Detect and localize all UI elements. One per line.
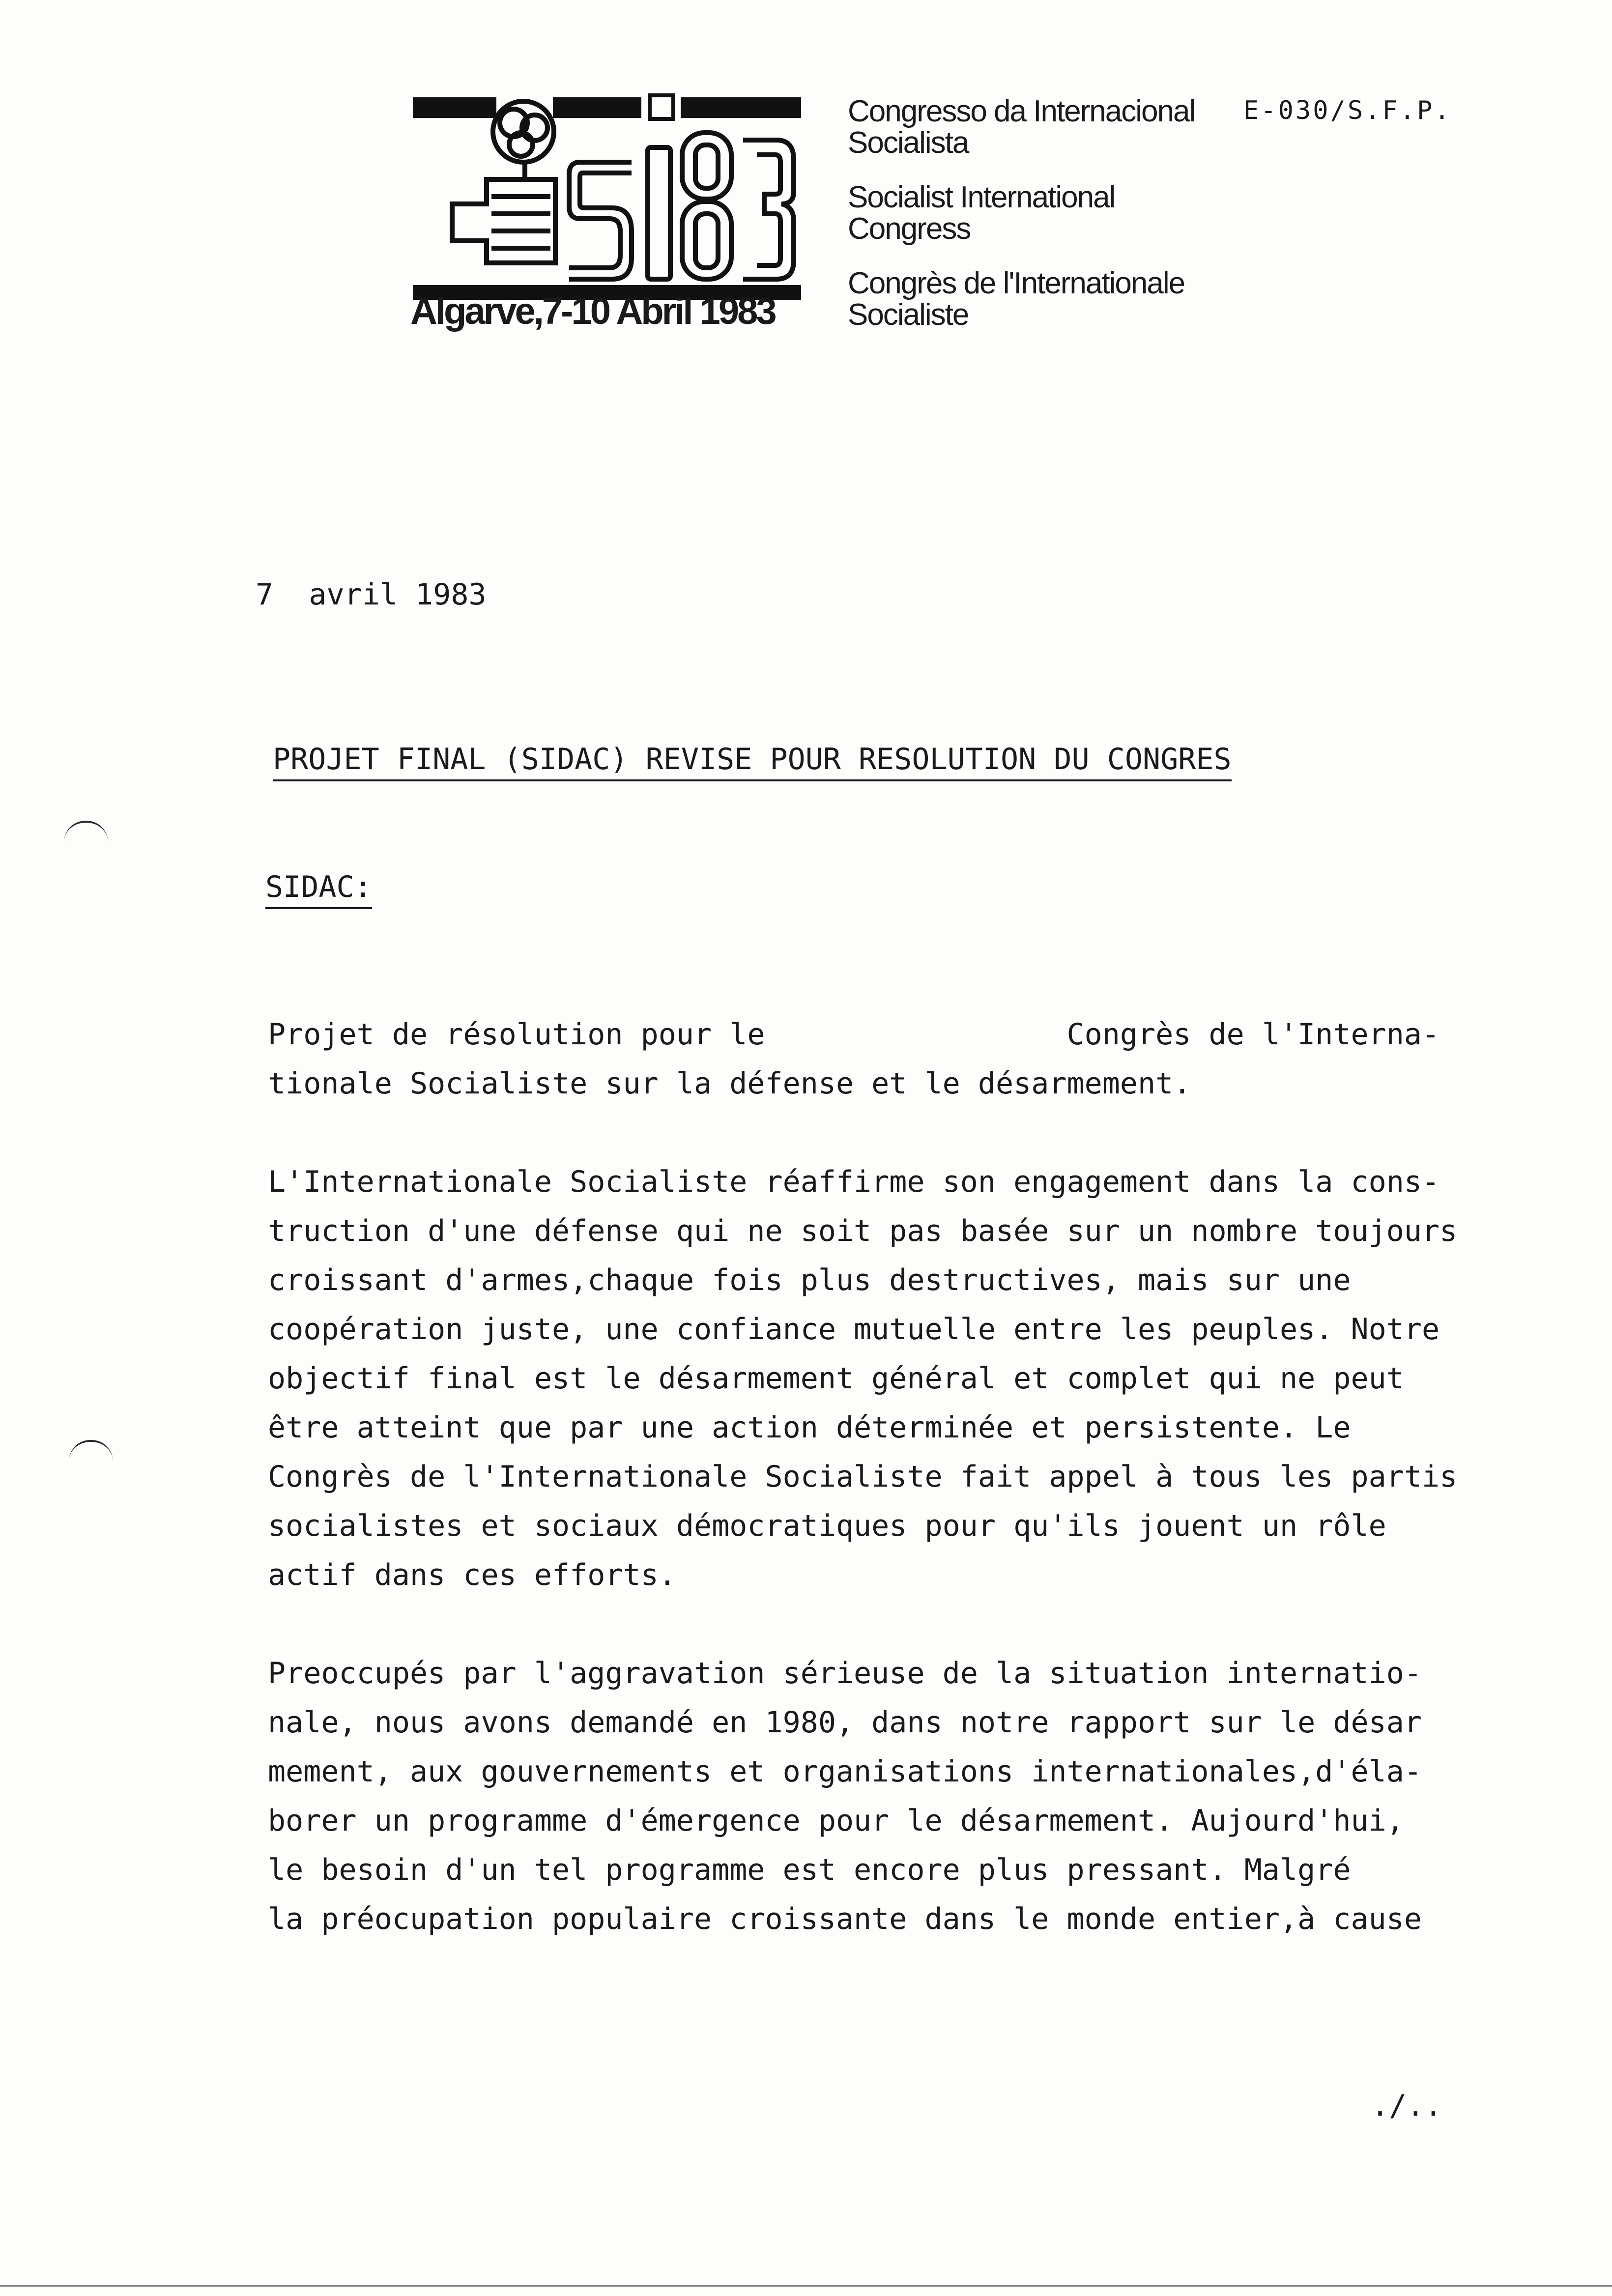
text-line: borer un programme d'émergence pour le désarmement. Aujourd'hui,: [268, 1804, 1404, 1838]
continuation-mark: ./..: [1371, 2089, 1442, 2123]
paragraph-concern: [268, 1649, 1422, 1944]
section-label: SIDAC:: [265, 870, 372, 909]
logo-square: [650, 95, 673, 119]
scan-artifact: [64, 821, 108, 842]
congress-name-line: Congress: [848, 212, 971, 246]
text-line: coopération juste, une confiance mutuelle entre les peuples. Notre: [268, 1312, 1440, 1347]
text-line: le besoin d'un tel programme est encore plus pressant. Malgré: [268, 1853, 1351, 1887]
text-line: tionale Socialiste sur la défense et le désarmement.: [268, 1066, 1191, 1101]
congress-name-line: Congresso da Internacional: [848, 94, 1195, 128]
text-line: nale, nous avons demandé en 1980, dans notre rapport sur le désar: [268, 1705, 1422, 1740]
document-date: 7 avril 1983: [256, 577, 487, 612]
logo-bar-top-right: [681, 97, 801, 118]
logo-letters-si83: [569, 133, 794, 279]
scan-artifact: [69, 1440, 113, 1462]
text-line: Projet de résolution pour le Congrès de l'Interna-: [268, 1017, 1440, 1052]
text-line: mement, aux gouvernements et organisations internationales,d'éla-: [268, 1754, 1422, 1789]
text-line: L'Internationale Socialiste réaffirme son engagement dans la cons-: [268, 1165, 1440, 1199]
document-title: PROJET FINAL (SIDAC) REVISE POUR RESOLUTION DU CONGRES: [273, 742, 1232, 781]
text-line: objectif final est le désarmement général et complet qui ne peut: [268, 1361, 1404, 1396]
text-line: truction d'une défense qui ne soit pas basée sur un nombre toujours: [268, 1214, 1458, 1248]
rose-fist-emblem: [452, 101, 555, 263]
congress-name-line: Socialiste: [848, 298, 969, 332]
text-line: croissant d'armes,chaque fois plus destructives, mais sur une: [268, 1263, 1351, 1297]
congress-name-line: Socialist International: [848, 180, 1115, 214]
logo-bar-top-mid: [553, 97, 641, 118]
logo-bar-top-left: [413, 97, 496, 118]
text-line: Congrès de l'Internationale Socialiste fait appel à tous les partis: [268, 1460, 1458, 1494]
congress-name-line: Congrès de l'Internationale: [848, 266, 1185, 300]
congress-name-line: Socialista: [848, 126, 969, 160]
paragraph-commitment: [268, 1157, 1457, 1600]
logo-caption: Algarve,7-10 Abril 1983: [410, 290, 775, 332]
text-line: actif dans ces efforts.: [268, 1558, 676, 1592]
text-line: la préocupation populaire croissante dans le monde entier,à cause: [268, 1902, 1422, 1936]
text-line: socialistes et sociaux démocratiques pour qu'ils jouent un rôle: [268, 1509, 1386, 1543]
document-code: E-030/S.F.P.: [1243, 96, 1452, 125]
congress-name-french: [848, 268, 1184, 331]
congress-name-english: [848, 182, 1115, 245]
text-line: être atteint que par une action déterminée et persistente. Le: [268, 1410, 1351, 1445]
paragraph-intro: [268, 1010, 1439, 1108]
text-line: Preoccupés par l'aggravation sérieuse de la situation internatio-: [268, 1656, 1422, 1691]
congress-logo: [413, 93, 801, 300]
congress-name-portuguese: [848, 96, 1195, 159]
page-edge-rule: [0, 2285, 1612, 2287]
